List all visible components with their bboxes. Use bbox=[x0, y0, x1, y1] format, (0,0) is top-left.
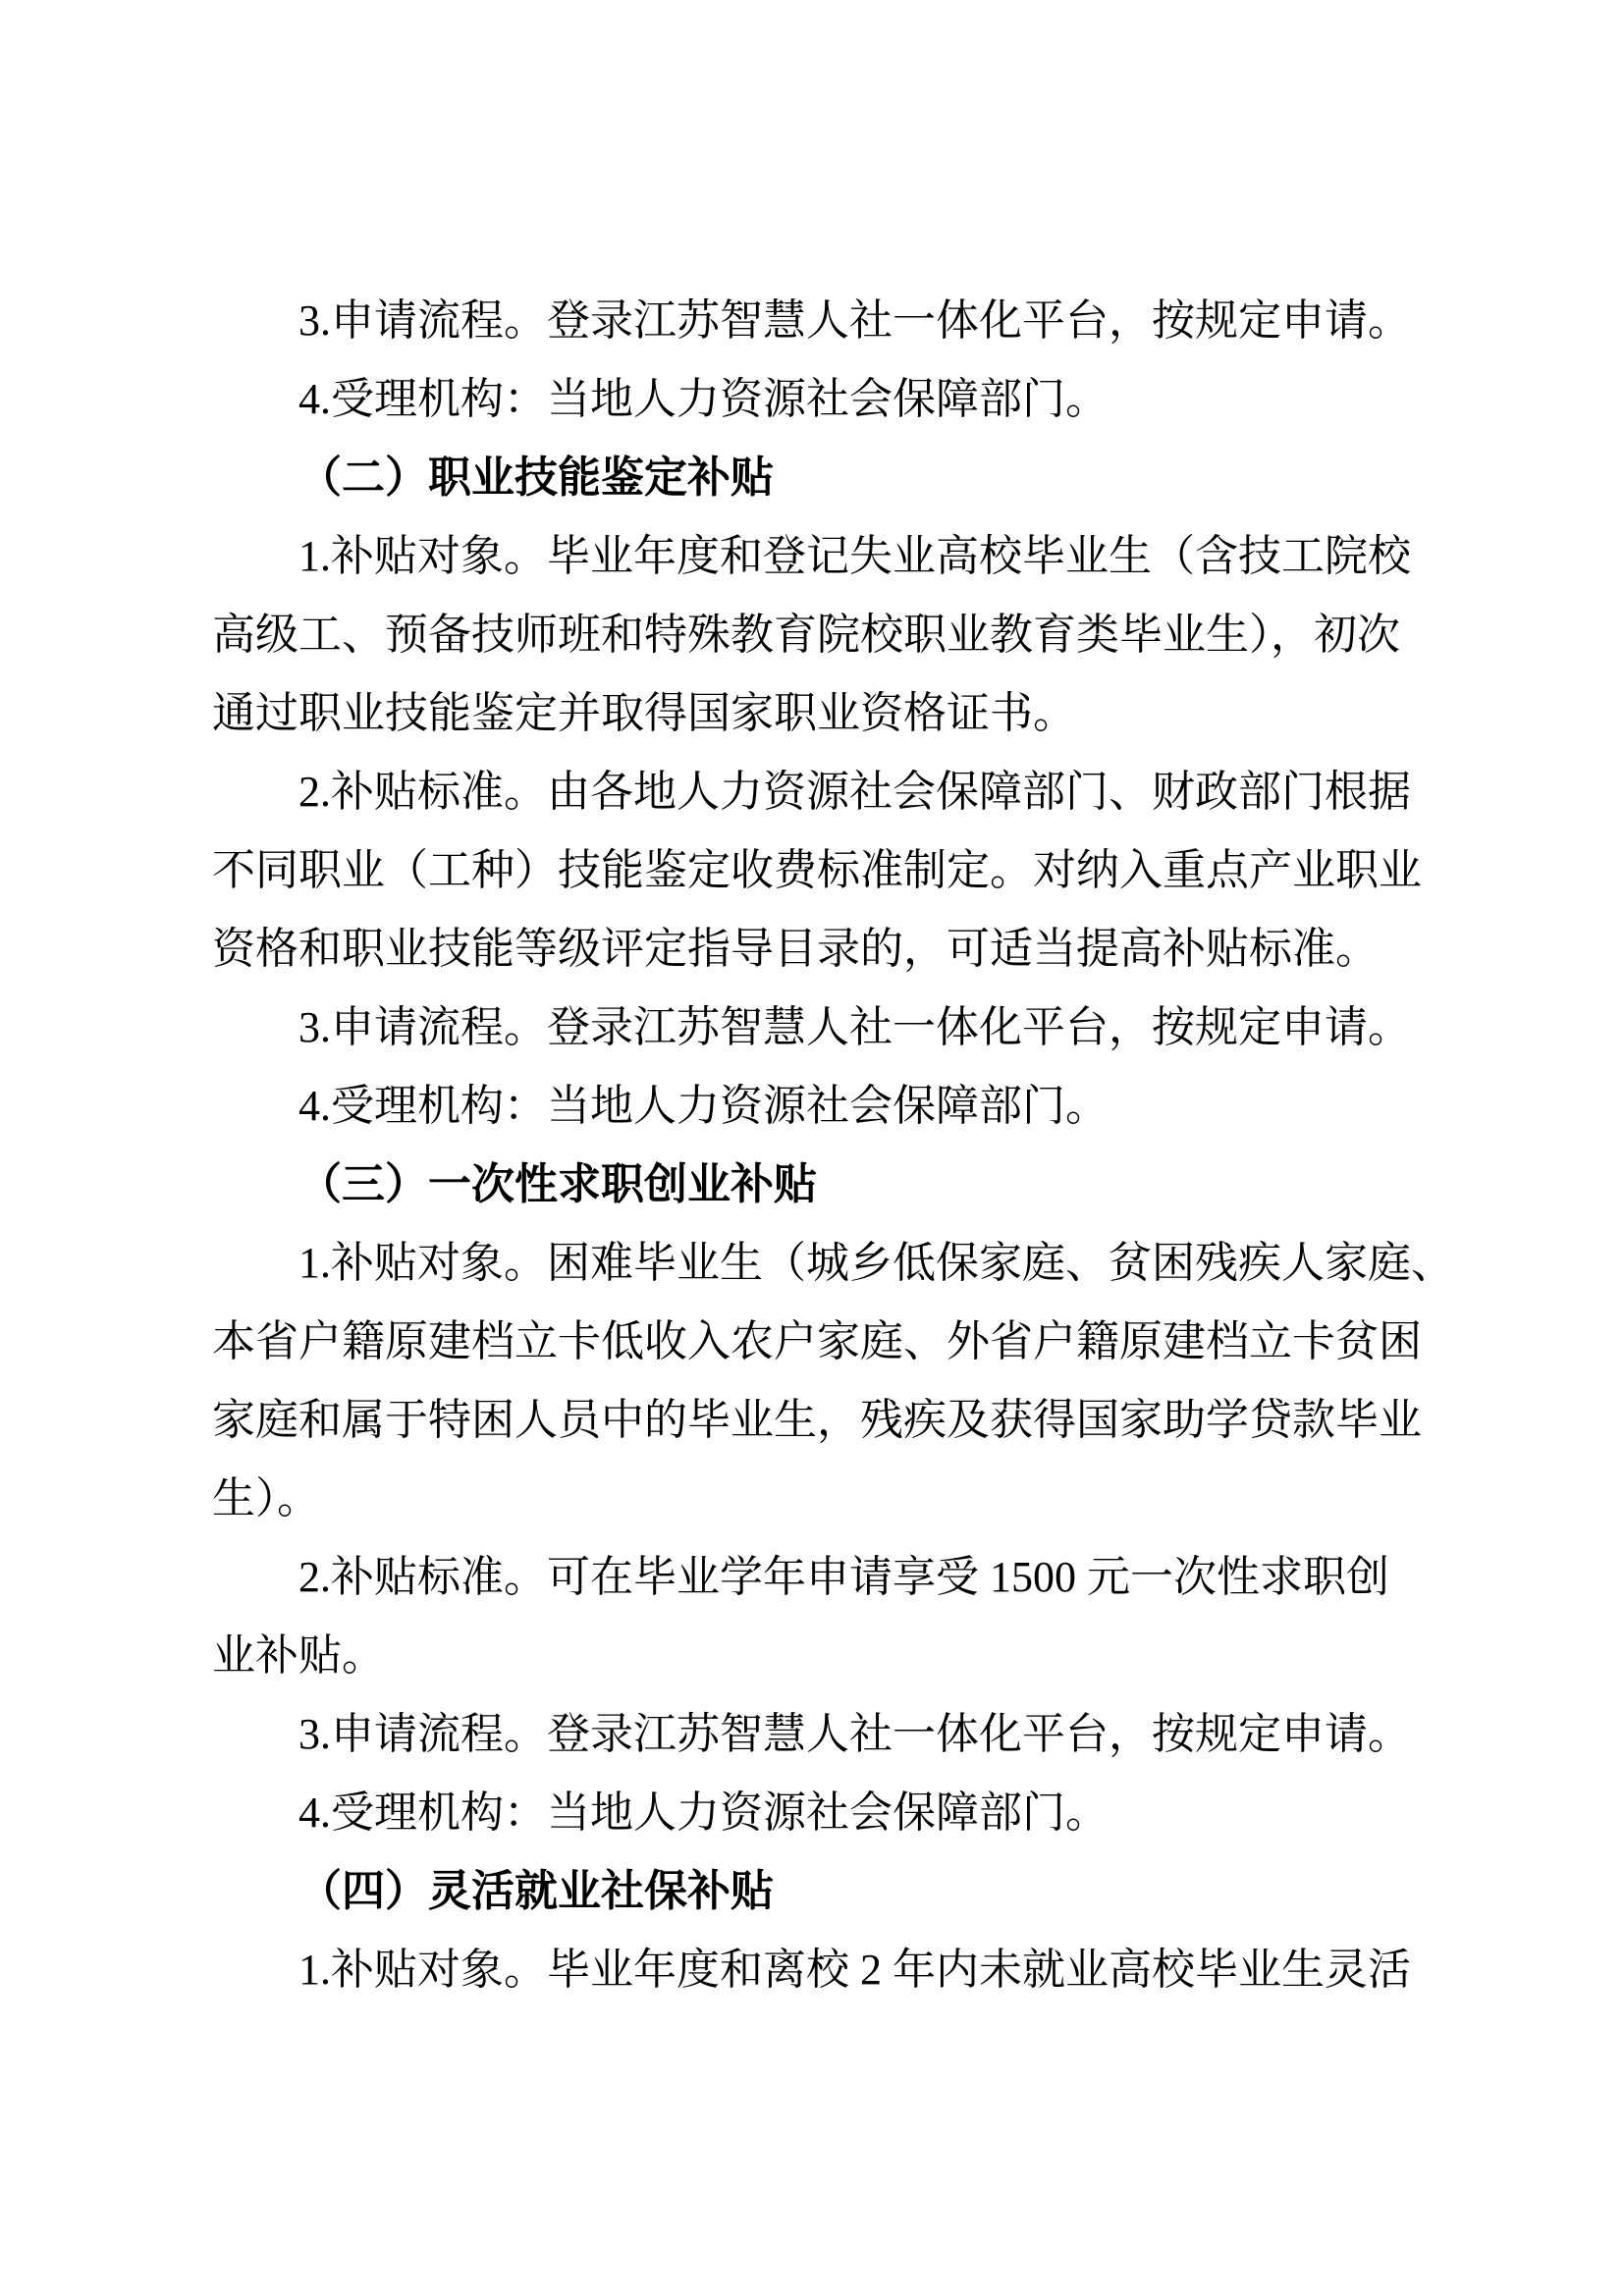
document-line: 1.补贴对象。毕业年度和登记失业高校毕业生（含技工院校 bbox=[298, 532, 1411, 580]
document-line: 2.补贴标准。由各地人力资源社会保障部门、财政部门根据 bbox=[298, 768, 1411, 816]
document-line: 家庭和属于特困人员中的毕业生，残疾及获得国家助学贷款毕业 bbox=[212, 1396, 1422, 1444]
document-line: 业补贴。 bbox=[212, 1631, 385, 1680]
document-text-block bbox=[212, 282, 1454, 2009]
document-line: 3.申请流程。登录江苏智慧人社一体化平台，按规定申请。 bbox=[298, 1003, 1411, 1051]
section-heading: （二）职业技能鉴定补贴 bbox=[298, 454, 774, 502]
document-line: 3.申请流程。登录江苏智慧人社一体化平台，按规定申请。 bbox=[298, 296, 1411, 345]
document-line: 1.补贴对象。毕业年度和离校 2 年内未就业高校毕业生灵活 bbox=[298, 1946, 1411, 1994]
document-line: 3.申请流程。登录江苏智慧人社一体化平台，按规定申请。 bbox=[298, 1710, 1411, 1758]
document-line: 4.受理机构：当地人力资源社会保障部门。 bbox=[298, 1789, 1109, 1837]
document-line: 4.受理机构：当地人力资源社会保障部门。 bbox=[298, 375, 1109, 423]
document-line: 1.补贴对象。困难毕业生（城乡低保家庭、贫困残疾人家庭、 bbox=[298, 1239, 1454, 1287]
document-line: 本省户籍原建档立卡低收入农户家庭、外省户籍原建档立卡贫困 bbox=[212, 1317, 1422, 1365]
document-line: 生）。 bbox=[212, 1474, 320, 1522]
document-line: 4.受理机构：当地人力资源社会保障部门。 bbox=[298, 1082, 1109, 1130]
document-line: 不同职业（工种）技能鉴定收费标准制定。对纳入重点产业职业 bbox=[212, 846, 1422, 894]
section-heading: （三）一次性求职创业补贴 bbox=[298, 1160, 817, 1208]
section-heading: （四）灵活就业社保补贴 bbox=[298, 1867, 774, 1915]
document-line: 高级工、预备技师班和特殊教育院校职业教育类毕业生），初次 bbox=[212, 611, 1400, 659]
document-line: 2.补贴标准。可在毕业学年申请享受 1500 元一次性求职创 bbox=[298, 1553, 1389, 1601]
document-line: 资格和职业技能等级评定指导目录的，可适当提高补贴标准。 bbox=[212, 925, 1379, 973]
document-line: 通过职业技能鉴定并取得国家职业资格证书。 bbox=[212, 689, 1076, 737]
